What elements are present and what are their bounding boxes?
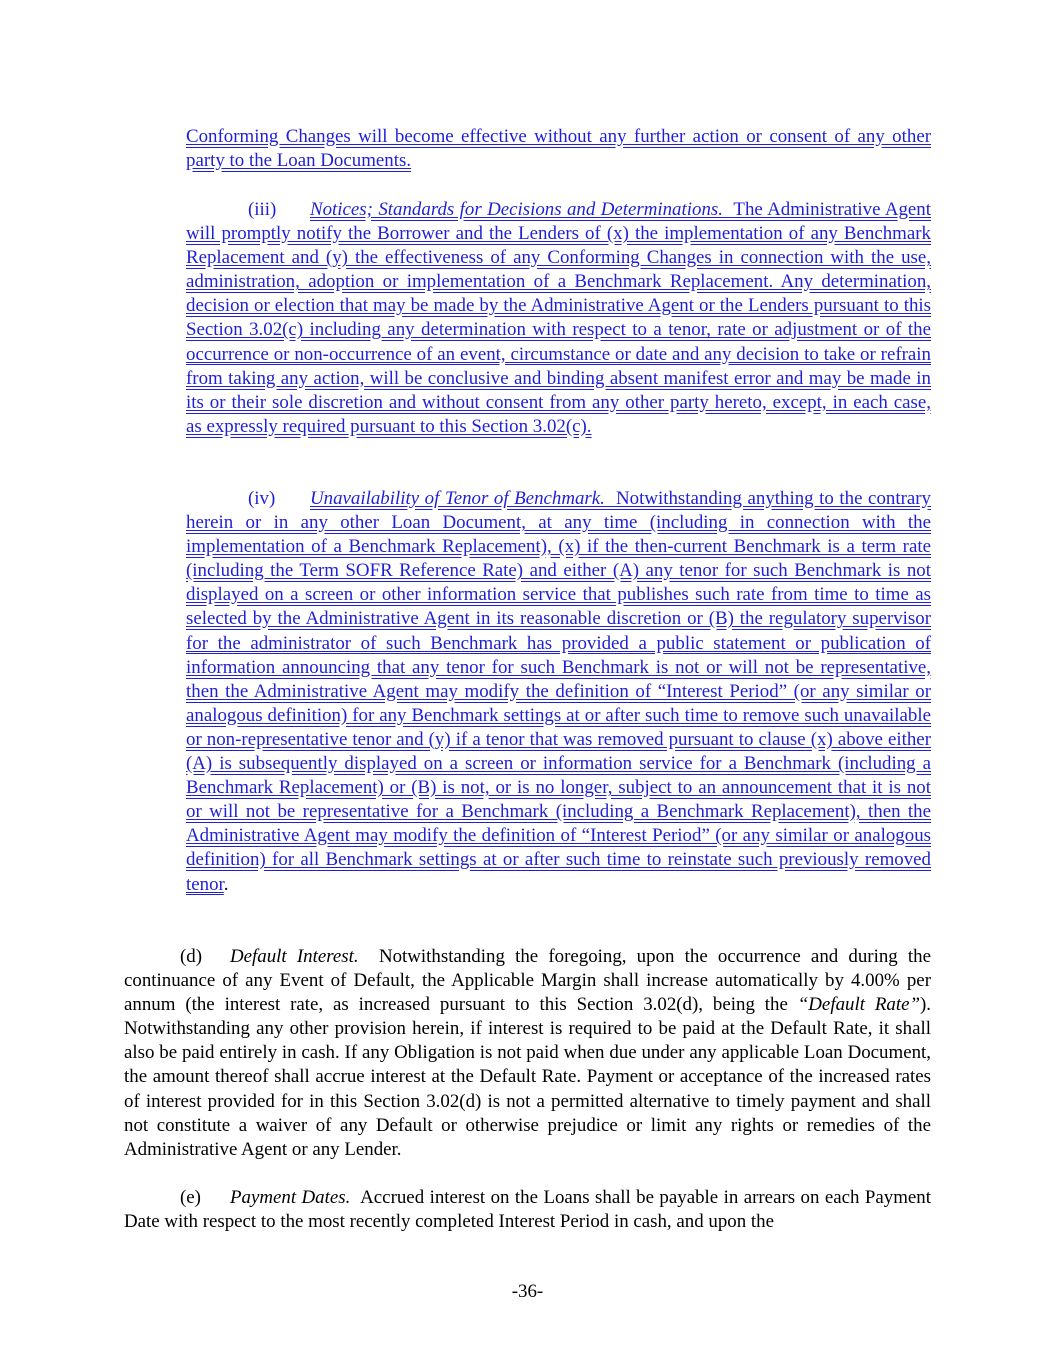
paragraph-d-default-interest — [124, 945, 931, 1162]
indent-tab — [124, 945, 180, 969]
clause-number: (iii) — [248, 199, 277, 220]
clause-end-punct: . — [223, 873, 229, 895]
defined-term: “Default Rate” — [797, 994, 920, 1016]
clause-number: (d) — [180, 946, 203, 967]
indent-tab — [186, 198, 248, 222]
clause-caption: Payment Dates. — [230, 1187, 351, 1208]
page-number: -36- — [511, 1281, 544, 1302]
paragraph-iv — [186, 487, 931, 897]
clause-body: The Administrative Agent will promptly notify the Borrower and the Lenders of (x) the implementation of any Benchmark Replacement and (y) the effectiveness of any Conforming Changes in connection with the use, administration, adoption or implementation of a Benchmark Replacement. Any determination, decision or election that may be made by the Administrative Agent or the Lenders pursuant to this Section 3.02(c) including any determination with respect to a tenor, rate or adjustment or of the occurrence or non-occurrence of an event, circumstance or date and any decision to take or refrain from taking any action, will be conclusive and binding absent manifest error and may be made in its or their sole discretion and without consent from any other party hereto, except, in each case, as expressly required pursuant to this Section 3.02(c). — [186, 199, 931, 437]
paragraph-iii — [186, 198, 931, 439]
clause-caption: Default Interest. — [230, 946, 359, 967]
indent-tab — [186, 487, 248, 511]
clause-body: Notwithstanding anything to the contrary herein or in any other Loan Document, at any time (including in connection with the implementation of a Benchmark Replacement), (x) if the then-current Benchmark is a term rate (including the Term SOFR Reference Rate) and either (A) any tenor for such Benchmark is not displayed on a screen or other information service that publishes such rate from time to time as selected by the Administrative Agent in its reasonable discretion or (B) the regulatory supervisor for the administrator of such Benchmark has provided a public statement or publication of information announcing that any tenor for such Benchmark is not or will not be representative, then the Administrative Agent may modify the definition of “Interest Period” (or any similar or analogous definition) for any Benchmark settings at or after such time to remove such unavailable or non-representative tenor and (y) if a tenor that was removed pursuant to clause (x) above either (A) is subsequently displayed on a screen or information service for a Benchmark (including a Benchmark Replacement) or (B) is not, or is no longer, subject to an announcement that it is not or will not be representative for a Benchmark (including a Benchmark Replacement), then the Administrative Agent may modify the definition of “Interest Period” (or any similar or analogous definition) for all Benchmark settings at or after such time to reinstate such previously removed tenor — [186, 488, 931, 895]
clause-body: Notwithstanding the foregoing, upon the occurrence and during the continuance of any Event of Default, the Applicable Margin shall increase automatically by 4.00% per annum (the interest rate, as increased pursuant to this Section 3.02(d), being the — [124, 946, 931, 1016]
paragraph-iii-continuation — [186, 125, 931, 173]
inserted-text — [186, 488, 931, 895]
clause-body-cont: ). Notwithstanding any other provision herein, if interest is required to be paid at the Default Rate, it shall also be paid entirely in cash. If any Obligation is not paid when due under any applicable Loan Document, the amount thereof shall accrue interest at the Default Rate. Payment or acceptance of the increased rates of interest provided for in this Section 3.02(d) is not a permitted alternative to timely payment and shall not constitute a waiver of any Default or otherwise prejudice or limit any rights or remedies of the Administrative Agent or any Lender. — [124, 994, 931, 1160]
clause-number: (iv) — [248, 488, 276, 509]
inserted-text — [186, 199, 931, 437]
inserted-text: Conforming Changes will become effective without any further action or consent of any other party to the Loan Documents. — [186, 126, 931, 172]
indent-tab — [124, 1186, 180, 1210]
clause-number: (e) — [180, 1187, 201, 1208]
clause-body: Accrued interest on the Loans shall be payable in arrears on each Payment Date with respect to the most recently completed Interest Period in cash, and upon the — [124, 1187, 931, 1233]
clause-caption: Unavailability of Tenor of Benchmark. — [310, 488, 605, 509]
paragraph-e-payment-dates — [124, 1186, 931, 1234]
clause-caption: Notices; Standards for Decisions and Determinations. — [310, 199, 723, 220]
